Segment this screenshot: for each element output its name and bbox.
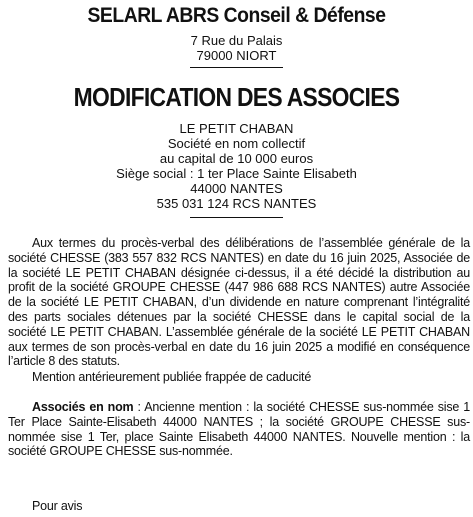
paragraph-decision-text: Aux termes du procès-verbal des délibérations de l’assemblée générale de la société CHESSE (383 557 832 RCS NANTES) en date du 16 juin 2025, Associée de la société LE PETIT CHABAN désignée ci-dessus, il a été décidé la distribution au profit de la société GROUPE CHESSE (447 986 688 RCS NANTES) autre Associée de la société LE PETIT CHABAN, d’un dividende en nature comprenant l’intégralité des parts sociales détenues par la société CHESSE dans le capital social de la société LE PETIT CHABAN. L’assemblée générale de la société LE PETIT CHABAN aux termes de son procès-verbal en date du 16 juin 2025 a modifié en conséquence l’article 8 des statuts.: [8, 236, 470, 369]
notice-title: MODIFICATION DES ASSOCIES: [73, 82, 400, 112]
firm-name: SELARL ABRS Conseil & Défense: [87, 4, 386, 27]
paragraph-caducity-text: Mention antérieurement publiée frappée de caducité: [32, 370, 312, 384]
company-seat: Siège social : 1 ter Place Sainte Elisabeth: [116, 166, 357, 181]
paragraph-caducity: [8, 370, 470, 385]
paragraph-decision: [8, 236, 470, 369]
identity-divider: [190, 217, 283, 218]
company-registration: 535 031 124 RCS NANTES: [156, 196, 317, 211]
closing-text: Pour avis: [32, 499, 83, 513]
paragraph-partners: [8, 400, 470, 459]
header-divider: [190, 67, 283, 68]
partners-label: Associés en nom: [32, 400, 134, 414]
firm-city: 79000 NIORT: [196, 48, 277, 63]
firm-street: 7 Rue du Palais: [190, 33, 283, 48]
partners-text: : Ancienne mention : la société CHESSE sus-nommée sise 1 Ter Place Sainte-Elisabeth 44000 NANTES ; la société GROUPE CHESSE sus-nommée sise 1 Ter, place Sainte Elisabeth 44000 NANTES. Nouvelle mention : la société GROUPE CHESSE sus-nommée.: [8, 400, 470, 459]
company-capital: au capital de 10 000 euros: [159, 151, 314, 166]
company-postcode-city: 44000 NANTES: [190, 181, 283, 196]
closing-line: [8, 499, 470, 514]
company-form: Société en nom collectif: [167, 136, 306, 151]
company-name: LE PETIT CHABAN: [179, 121, 294, 136]
